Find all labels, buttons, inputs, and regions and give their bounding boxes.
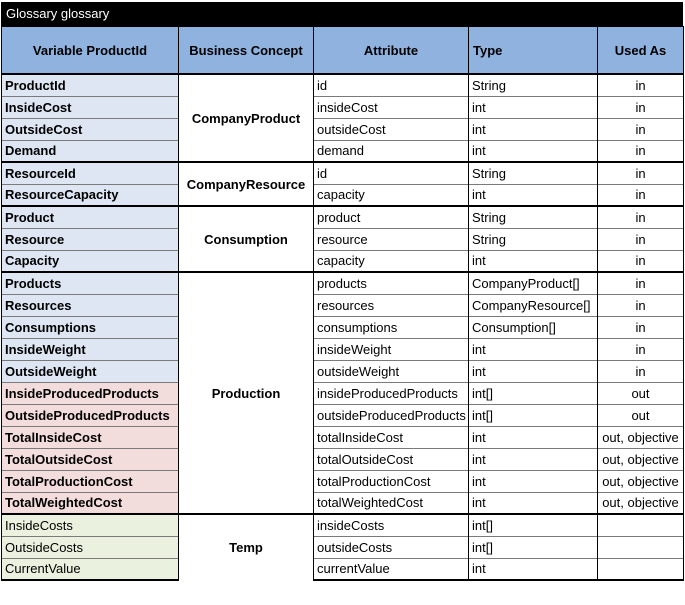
used-as-cell[interactable]: in	[598, 272, 684, 294]
type-cell[interactable]: int[]	[469, 536, 598, 558]
table-row	[2, 294, 684, 316]
used-as-cell[interactable]: in	[598, 74, 684, 96]
variable-cell[interactable]: TotalInsideCost	[2, 426, 179, 448]
attribute-cell[interactable]: totalProductionCost	[314, 470, 469, 492]
used-as-cell[interactable]: in	[598, 96, 684, 118]
attribute-cell[interactable]: id	[314, 74, 469, 96]
type-cell[interactable]: int	[469, 250, 598, 272]
table-row	[2, 184, 684, 206]
variable-cell[interactable]: OutsideCosts	[2, 536, 179, 558]
attribute-cell[interactable]: insideWeight	[314, 338, 469, 360]
attribute-cell[interactable]: resources	[314, 294, 469, 316]
used-as-cell[interactable]: in	[598, 294, 684, 316]
type-cell[interactable]: int	[469, 470, 598, 492]
type-cell[interactable]: int	[469, 184, 598, 206]
used-as-cell[interactable]: in	[598, 118, 684, 140]
variable-cell[interactable]: InsideCost	[2, 96, 179, 118]
type-cell[interactable]: int[]	[469, 382, 598, 404]
type-cell[interactable]: int	[469, 140, 598, 162]
used-as-cell[interactable]: out, objective	[598, 492, 684, 514]
used-as-cell[interactable]: in	[598, 316, 684, 338]
sheet-title: Glossary glossary	[1, 2, 683, 26]
variable-cell[interactable]: TotalOutsideCost	[2, 448, 179, 470]
type-cell[interactable]: String	[469, 228, 598, 250]
header-concept[interactable]: Business Concept	[179, 27, 314, 75]
glossary-table	[1, 26, 684, 581]
attribute-cell[interactable]: resource	[314, 228, 469, 250]
attribute-cell[interactable]: currentValue	[314, 558, 469, 580]
attribute-cell[interactable]: totalInsideCost	[314, 426, 469, 448]
variable-cell[interactable]: ProductId	[2, 74, 179, 96]
attribute-cell[interactable]: totalOutsideCost	[314, 448, 469, 470]
variable-cell[interactable]: TotalProductionCost	[2, 470, 179, 492]
type-cell[interactable]: Consumption[]	[469, 316, 598, 338]
attribute-cell[interactable]: capacity	[314, 184, 469, 206]
type-cell[interactable]: String	[469, 162, 598, 184]
table-row	[2, 96, 684, 118]
variable-cell[interactable]: Products	[2, 272, 179, 294]
variable-cell[interactable]: OutsideCost	[2, 118, 179, 140]
table-row	[2, 250, 684, 272]
header-row	[2, 27, 684, 75]
variable-cell[interactable]: Consumptions	[2, 316, 179, 338]
type-cell[interactable]: int[]	[469, 404, 598, 426]
type-cell[interactable]: int	[469, 96, 598, 118]
type-cell[interactable]: int	[469, 448, 598, 470]
used-as-cell[interactable]: in	[598, 250, 684, 272]
table-row	[2, 404, 684, 426]
table-row	[2, 470, 684, 492]
variable-cell[interactable]: ResourceId	[2, 162, 179, 184]
type-cell[interactable]: CompanyProduct[]	[469, 272, 598, 294]
attribute-cell[interactable]: insideProducedProducts	[314, 382, 469, 404]
used-as-cell[interactable]: out	[598, 382, 684, 404]
header-type[interactable]: Type	[469, 27, 598, 75]
table-row	[2, 162, 684, 184]
table-row	[2, 558, 684, 580]
table-row	[2, 514, 684, 536]
used-as-cell[interactable]: out	[598, 404, 684, 426]
variable-cell[interactable]: InsideProducedProducts	[2, 382, 179, 404]
table-row	[2, 382, 684, 404]
used-as-cell[interactable]: in	[598, 162, 684, 184]
attribute-cell[interactable]: outsideWeight	[314, 360, 469, 382]
table-row	[2, 74, 684, 96]
attribute-cell[interactable]: capacity	[314, 250, 469, 272]
used-as-cell[interactable]: in	[598, 206, 684, 228]
type-cell[interactable]: int	[469, 118, 598, 140]
used-as-cell[interactable]: in	[598, 140, 684, 162]
type-cell[interactable]: String	[469, 206, 598, 228]
table-row	[2, 206, 684, 228]
variable-cell[interactable]: CurrentValue	[2, 558, 179, 580]
header-used-as[interactable]: Used As	[598, 27, 684, 75]
attribute-cell[interactable]: id	[314, 162, 469, 184]
attribute-cell[interactable]: consumptions	[314, 316, 469, 338]
attribute-cell[interactable]: insideCosts	[314, 514, 469, 536]
attribute-cell[interactable]: outsideCost	[314, 118, 469, 140]
attribute-cell[interactable]: product	[314, 206, 469, 228]
used-as-cell[interactable]: out, objective	[598, 470, 684, 492]
used-as-cell[interactable]: in	[598, 338, 684, 360]
variable-cell[interactable]: Resources	[2, 294, 179, 316]
concept-cell[interactable]: Production	[179, 272, 314, 514]
type-cell[interactable]: int	[469, 360, 598, 382]
header-attribute[interactable]: Attribute	[314, 27, 469, 75]
variable-cell[interactable]: ResourceCapacity	[2, 184, 179, 206]
variable-cell[interactable]: Capacity	[2, 250, 179, 272]
header-variable[interactable]: Variable ProductId	[2, 27, 179, 75]
type-cell[interactable]: int[]	[469, 514, 598, 536]
used-as-cell[interactable]: in	[598, 228, 684, 250]
type-cell[interactable]: int	[469, 338, 598, 360]
attribute-cell[interactable]: demand	[314, 140, 469, 162]
type-cell[interactable]: CompanyResource[]	[469, 294, 598, 316]
used-as-cell[interactable]	[598, 536, 684, 558]
attribute-cell[interactable]: outsideCosts	[314, 536, 469, 558]
used-as-cell[interactable]: out, objective	[598, 448, 684, 470]
glossary-sheet	[1, 2, 683, 581]
used-as-cell[interactable]: out, objective	[598, 426, 684, 448]
table-body	[2, 74, 684, 580]
variable-cell[interactable]: OutsideWeight	[2, 360, 179, 382]
table-row	[2, 338, 684, 360]
variable-cell[interactable]: InsideCosts	[2, 514, 179, 536]
concept-cell[interactable]: Consumption	[179, 206, 314, 272]
variable-cell[interactable]: InsideWeight	[2, 338, 179, 360]
table-row	[2, 492, 684, 514]
type-cell[interactable]: int	[469, 426, 598, 448]
attribute-cell[interactable]: insideCost	[314, 96, 469, 118]
table-row	[2, 118, 684, 140]
type-cell[interactable]: int	[469, 492, 598, 514]
concept-cell[interactable]: CompanyResource	[179, 162, 314, 206]
variable-cell[interactable]: Product	[2, 206, 179, 228]
table-row	[2, 228, 684, 250]
table-row	[2, 140, 684, 162]
attribute-cell[interactable]: totalWeightedCost	[314, 492, 469, 514]
variable-cell[interactable]: Resource	[2, 228, 179, 250]
attribute-cell[interactable]: outsideProducedProducts	[314, 404, 469, 426]
used-as-cell[interactable]	[598, 514, 684, 536]
concept-cell[interactable]: CompanyProduct	[179, 74, 314, 162]
attribute-cell[interactable]: products	[314, 272, 469, 294]
used-as-cell[interactable]	[598, 558, 684, 580]
table-row	[2, 536, 684, 558]
concept-cell[interactable]: Temp	[179, 514, 314, 580]
table-row	[2, 448, 684, 470]
table-row	[2, 426, 684, 448]
used-as-cell[interactable]: in	[598, 360, 684, 382]
variable-cell[interactable]: Demand	[2, 140, 179, 162]
used-as-cell[interactable]: in	[598, 184, 684, 206]
type-cell[interactable]: String	[469, 74, 598, 96]
type-cell[interactable]: int	[469, 558, 598, 580]
table-row	[2, 272, 684, 294]
variable-cell[interactable]: TotalWeightedCost	[2, 492, 179, 514]
table-row	[2, 316, 684, 338]
table-row	[2, 360, 684, 382]
variable-cell[interactable]: OutsideProducedProducts	[2, 404, 179, 426]
